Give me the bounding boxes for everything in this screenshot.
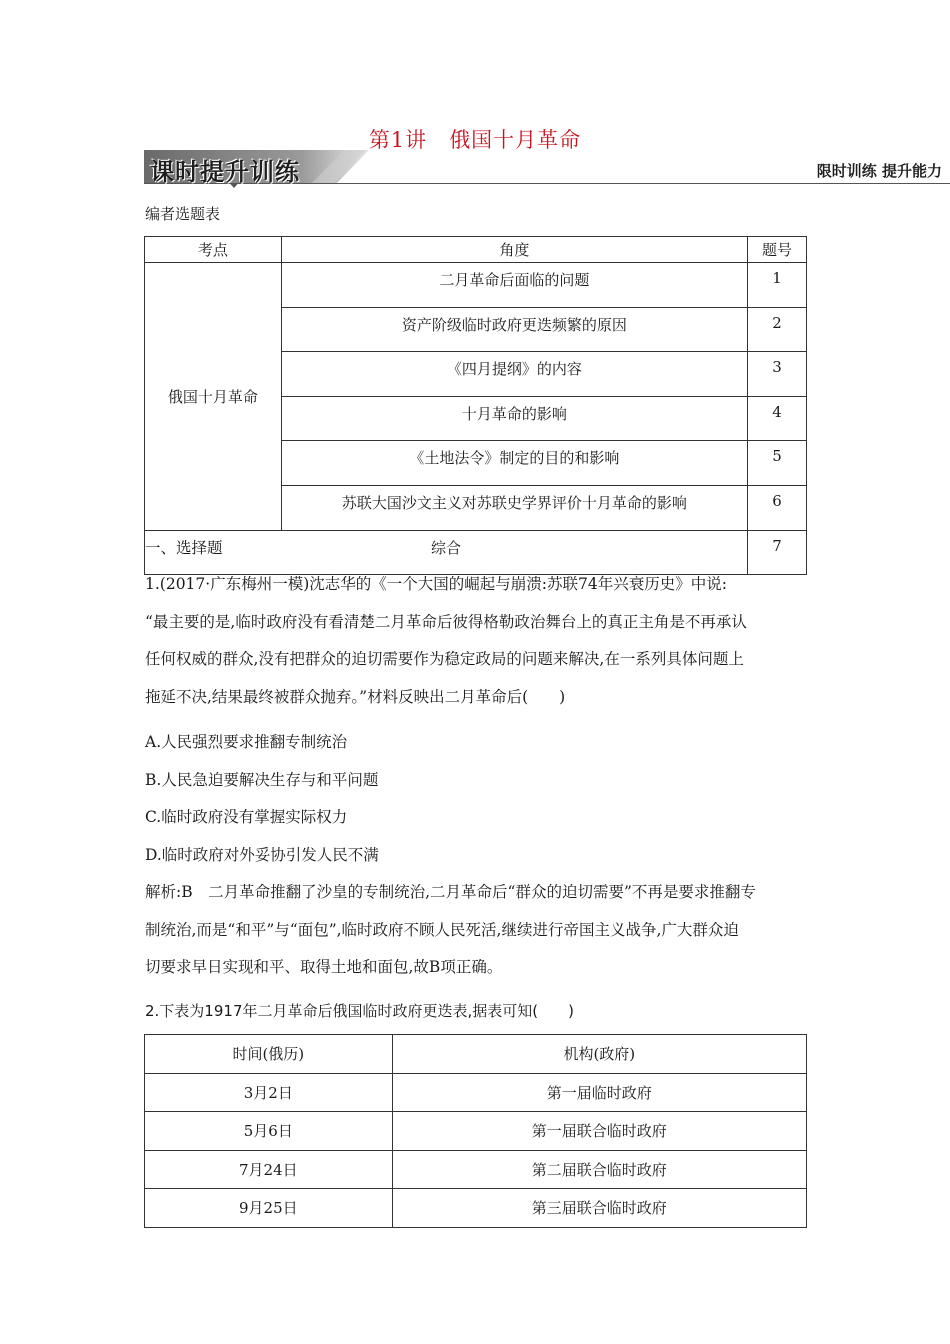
- angle-cell: 二月革命后面临的问题: [281, 263, 747, 308]
- table-row: [145, 263, 807, 308]
- government-cell: 第一届临时政府: [392, 1073, 806, 1112]
- date-cell: 7月24日: [145, 1150, 393, 1189]
- table-row: [145, 1073, 807, 1112]
- table-header-row: [145, 237, 807, 263]
- section-banner: [144, 150, 950, 190]
- number-cell: 5: [748, 441, 807, 486]
- government-cell: 第二届联合临时政府: [392, 1150, 806, 1189]
- date-cell: 5月6日: [145, 1112, 393, 1151]
- summary-label-cell: 综合: [145, 530, 748, 575]
- header-cell: 角度: [281, 237, 747, 263]
- table-row: [145, 1189, 807, 1228]
- lecture-topic: 俄国十月革命: [449, 128, 582, 152]
- table-caption: 编者选题表: [145, 205, 221, 223]
- government-cell: 第一届联合临时政府: [392, 1112, 806, 1151]
- option-a[interactable]: A.人民强烈要求推翻专制统治: [145, 733, 348, 751]
- government-change-table: [144, 1034, 807, 1228]
- header-cell: 题号: [748, 237, 807, 263]
- lecture-number: 第1讲: [368, 128, 428, 152]
- option-c[interactable]: C.临时政府没有掌握实际权力: [145, 808, 348, 826]
- option-d[interactable]: D.临时政府对外妥协引发人民不满: [145, 845, 379, 864]
- stem-line: 任何权威的群众,没有把群众的迫切需要作为稳定政局的问题来解决,在一系列具体问题上: [145, 650, 744, 668]
- government-cell: 第三届联合临时政府: [392, 1189, 806, 1228]
- section-title: 一、选择题: [145, 539, 223, 557]
- question-1-stem: [145, 566, 810, 716]
- angle-cell: 《土地法令》制定的目的和影响: [281, 441, 747, 486]
- stem-line: “最主要的是,临时政府没有看清楚二月革命后彼得格勒政治舞台上的真正主角是不再承认: [145, 612, 747, 631]
- number-cell: 4: [748, 396, 807, 441]
- analysis-line: 制统治,而是“和平”与“面包”,临时政府不顾人民死活,继续进行帝国主义战争,广大群众迫: [145, 920, 739, 939]
- topic-selection-table: [144, 236, 807, 575]
- number-cell: 3: [748, 352, 807, 397]
- banner-slogan: 限时训练 提升能力: [816, 162, 942, 180]
- angle-cell: 《四月提纲》的内容: [281, 352, 747, 397]
- stem-line: 1.(2017·广东梅州一模)沈志华的《一个大国的崛起与崩溃:苏联74年兴衰历史》中说:: [145, 575, 727, 593]
- header-cell: 时间(俄历): [145, 1035, 393, 1074]
- question-1-options: [145, 724, 810, 874]
- number-cell: 6: [748, 485, 807, 530]
- date-cell: 3月2日: [145, 1073, 393, 1112]
- number-cell: 2: [748, 307, 807, 352]
- header-cell: 考点: [145, 237, 282, 263]
- header-cell: 机构(政府): [392, 1035, 806, 1074]
- analysis-line: 解析:B 二月革命推翻了沙皇的专制统治,二月革命后“群众的迫切需要”不再是要求推翻专: [145, 883, 756, 901]
- topic-cell: 俄国十月革命: [145, 263, 282, 531]
- number-cell: 1: [748, 263, 807, 308]
- number-cell: 7: [748, 530, 807, 575]
- angle-cell: 资产阶级临时政府更迭频繁的原因: [281, 307, 747, 352]
- date-cell: 9月25日: [145, 1189, 393, 1228]
- stem-line: 拖延不决,结果最终被群众抛弃。”材料反映出二月革命后( ): [145, 687, 566, 706]
- angle-cell: 十月革命的影响: [281, 396, 747, 441]
- angle-cell: 苏联大国沙文主义对苏联史学界评价十月革命的影响: [281, 485, 747, 530]
- banner-label: 课时提升训练: [150, 158, 300, 186]
- table-row: [145, 1112, 807, 1151]
- table-row: [145, 1150, 807, 1189]
- question-1-analysis: [145, 874, 810, 987]
- option-b[interactable]: B.人民急迫要解决生存与和平问题: [145, 770, 379, 789]
- analysis-line: 切要求早日实现和平、取得土地和面包,故B项正确。: [145, 958, 503, 976]
- table-header-row: [145, 1035, 807, 1074]
- question-2-stem: 2.下表为1917年二月革命后俄国临时政府更迭表,据表可知( ): [145, 1002, 574, 1020]
